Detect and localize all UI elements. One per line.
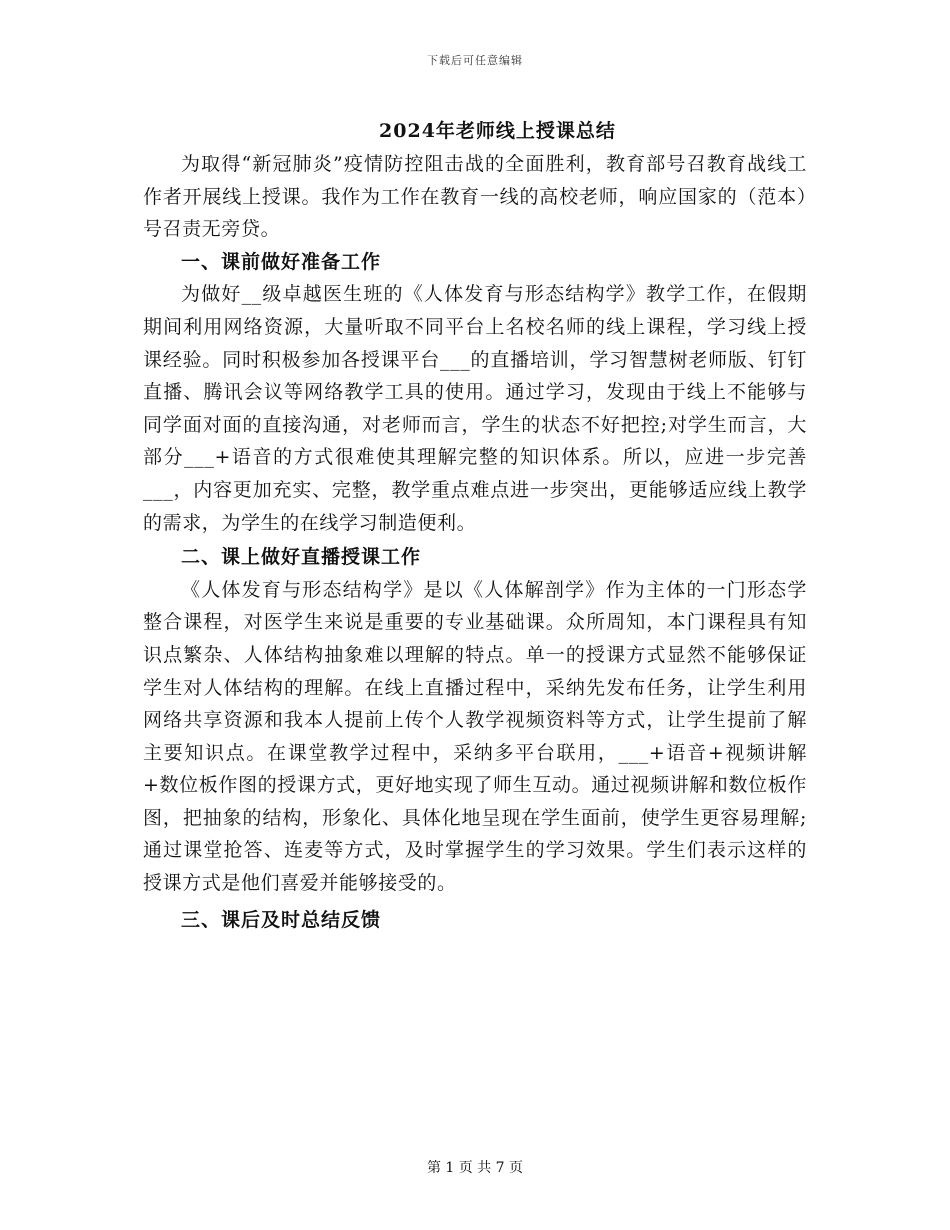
page-number: 第 1 页 共 7 页: [426, 1160, 524, 1176]
document-body: [143, 148, 807, 936]
section-3-heading: 三、课后及时总结反馈: [181, 908, 382, 931]
intro-paragraph: 为取得“新冠肺炎”疫情防控阻击战的全面胜利，教育部号召教育战线工作者开展线上授课。我作为工作在教育一线的高校老师，响应国家的（范本）号召责无旁贷。: [143, 153, 807, 241]
page-header-note: 下载后可任意编辑: [427, 54, 523, 67]
section-1-paragraph: 为做好__级卓越医生班的《人体发育与形态结构学》教学工作，在假期期间利用网络资源，大量听取不同平台上名校名师的线上课程，学习线上授课经验。同时积极参加各授课平台___的直播培训，学习智慧树老师版、钉钉直播、腾讯会议等网络教学工具的使用。通过学习，发现由于线上不能够与同学面对面的直接沟通，对老师而言，学生的状态不好把控;对学生而言，大部分___+语音的方式很难使其理解完整的知识体系。所以，应进一步完善___，内容更加充实、完整，教学重点难点进一步突出，更能够适应线上教学的需求，为学生的在线学习制造便利。: [143, 283, 807, 534]
document-title: 2024年老师线上授课总结: [379, 120, 616, 142]
section-1-heading: 一、课前做好准备工作: [181, 250, 382, 273]
section-2-heading: 二、课上做好直播授课工作: [181, 546, 422, 569]
section-2-paragraph: 《人体发育与形态结构学》是以《人体解剖学》作为主体的一门形态学整合课程，对医学生来说是重要的专业基础课。众所周知，本门课程具有知识点繁杂、人体结构抽象难以理解的特点。单一的授课方式显然不能够保证学生对人体结构的理解。在线上直播过程中，采纳先发布任务，让学生利用网络共享资源和我本人提前上传个人教学视频资料等方式，让学生提前了解主要知识点。在课堂教学过程中，采纳多平台联用，___+语音+视频讲解+数位板作图的授课方式，更好地实现了师生互动。通过视频讲解和数位板作图，把抽象的结构，形象化、具体化地呈现在学生面前，使学生更容易理解;通过课堂抢答、连麦等方式，及时掌握学生的学习效果。学生们表示这样的授课方式是他们喜爱并能够接受的。: [143, 578, 807, 895]
